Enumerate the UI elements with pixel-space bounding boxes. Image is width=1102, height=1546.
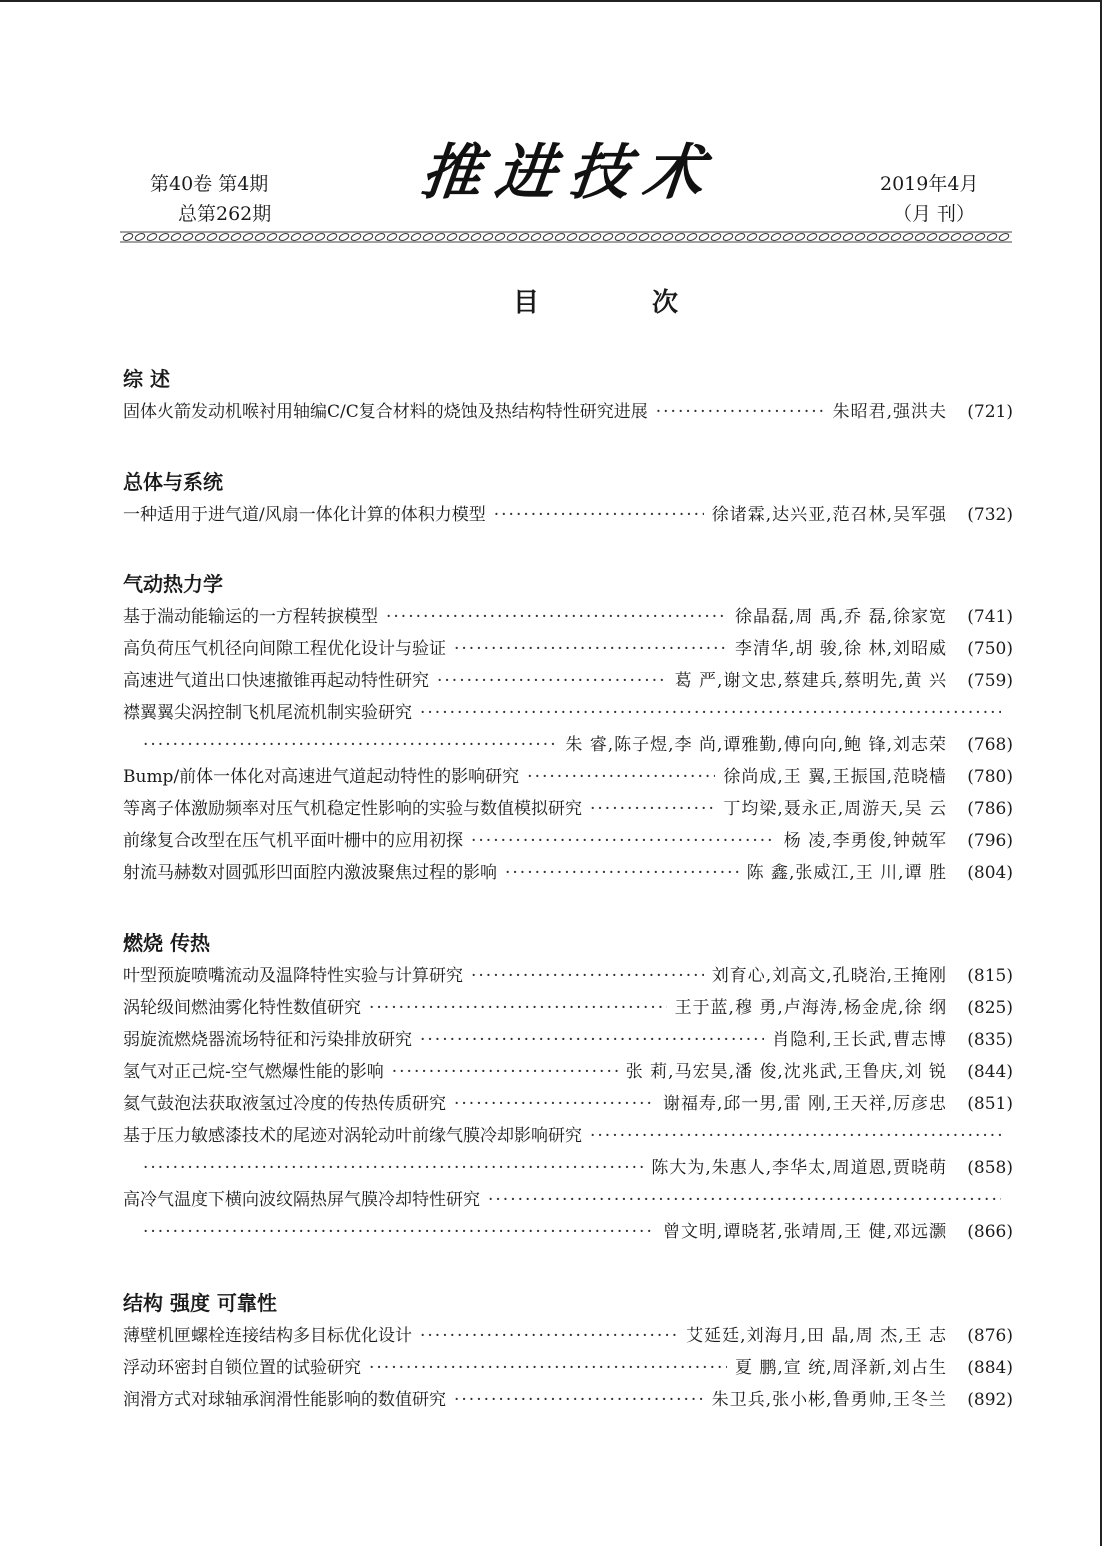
entry-authors: 朱卫兵,张小彬,鲁勇帅,王冬兰 — [711, 1390, 947, 1410]
leader-dots — [386, 601, 727, 633]
toc-entry-continuation[interactable] — [123, 1216, 1013, 1248]
entry-authors: 王于蓝,穆 勇,卢海涛,杨金虎,徐 纲 — [674, 998, 947, 1018]
toc-entry-continuation[interactable] — [123, 1152, 1013, 1184]
toc-entry[interactable] — [123, 1120, 1013, 1152]
entry-page: (815) — [967, 966, 1013, 986]
entry-page: (858) — [967, 1158, 1013, 1178]
entry-title: 叶型预旋喷嘴流动及温降特性实验与计算研究 — [123, 966, 463, 986]
toc-entry[interactable] — [123, 1384, 1013, 1416]
toc-entry[interactable] — [123, 1352, 1013, 1384]
entry-authors: 艾延廷,刘海月,田 晶,周 杰,王 志 — [686, 1326, 947, 1346]
toc-entry[interactable] — [123, 665, 1013, 697]
leader-dots — [437, 665, 667, 697]
toc-entry[interactable] — [123, 793, 1013, 825]
toc-section — [123, 567, 1013, 889]
volume-issue: 第40卷 第4期 — [150, 173, 269, 195]
toc-entry[interactable] — [123, 992, 1013, 1024]
leader-dots — [454, 1384, 704, 1416]
leader-dots — [471, 960, 704, 992]
leader-dots — [420, 697, 1001, 729]
toc-entry[interactable] — [123, 960, 1013, 992]
toc-section — [123, 362, 1013, 428]
toc-entry[interactable] — [123, 1320, 1013, 1352]
leader-dots — [143, 1152, 643, 1184]
leader-dots — [505, 857, 739, 889]
leader-dots — [590, 1120, 1001, 1152]
section-heading: 综 述 — [123, 367, 170, 391]
decorative-border — [120, 230, 1012, 244]
top-border — [0, 0, 1102, 2]
leader-dots — [454, 633, 727, 665]
section-heading: 总体与系统 — [123, 470, 223, 494]
entry-title: 基于压力敏感漆技术的尾迹对涡轮动叶前缘气膜冷却影响研究 — [123, 1126, 582, 1146]
entry-title: 涡轮级间燃油雾化特性数值研究 — [123, 998, 361, 1018]
leader-dots — [392, 1056, 618, 1088]
entry-title: 固体火箭发动机喉衬用轴编C/C复合材料的烧蚀及热结构特性研究进展 — [123, 402, 648, 422]
toc-section — [123, 926, 1013, 1248]
entry-title: 等离子体激励频率对压气机稳定性影响的实验与数值模拟研究 — [123, 799, 582, 819]
leader-dots — [488, 1184, 1001, 1216]
toc-entry[interactable] — [123, 825, 1013, 857]
entry-authors: 杨 凌,李勇俊,钟兢军 — [783, 831, 947, 851]
entry-page: (804) — [967, 863, 1013, 883]
frequency: （月 刊） — [893, 203, 976, 225]
issue-date: 2019年4月 — [880, 173, 979, 195]
entry-page: (825) — [967, 998, 1013, 1018]
section-heading: 燃烧 传热 — [123, 931, 210, 955]
entry-authors: 陈大为,朱惠人,李华太,周道恩,贾晓萌 — [651, 1158, 947, 1178]
entry-authors: 曾文明,谭晓茗,张靖周,王 健,邓远灏 — [662, 1222, 947, 1242]
entry-page: (796) — [967, 831, 1013, 851]
entry-title: 高速进气道出口快速撤锥再起动特性研究 — [123, 671, 429, 691]
leader-dots — [420, 1320, 678, 1352]
leader-dots — [527, 761, 715, 793]
entry-title: 浮动环密封自锁位置的试验研究 — [123, 1358, 361, 1378]
entry-page: (759) — [967, 671, 1013, 691]
entry-page: (721) — [967, 402, 1013, 422]
toc-entry-continuation[interactable] — [123, 729, 1013, 761]
total-issue: 总第262期 — [178, 203, 272, 225]
leader-dots — [143, 729, 557, 761]
entry-page: (780) — [967, 767, 1013, 787]
entry-page: (851) — [967, 1094, 1013, 1114]
journal-title: 推进技术 — [417, 138, 722, 208]
entry-authors: 刘育心,刘高文,孔晓治,王掩刚 — [711, 966, 947, 986]
toc-entry[interactable] — [123, 857, 1013, 889]
toc-entry[interactable] — [123, 499, 1013, 531]
entry-authors: 朱 睿,陈子煜,李 尚,谭雅勤,傅向向,鲍 锋,刘志荣 — [565, 735, 947, 755]
entry-page: (892) — [967, 1390, 1013, 1410]
entry-authors: 葛 严,谢文忠,蔡建兵,蔡明先,黄 兴 — [674, 671, 947, 691]
entry-title: 高负荷压气机径向间隙工程优化设计与验证 — [123, 639, 446, 659]
toc-entry[interactable] — [123, 761, 1013, 793]
entry-title: 薄壁机匣螺栓连接结构多目标优化设计 — [123, 1326, 412, 1346]
entry-authors: 谢福寿,邱一男,雷 刚,王天祥,厉彦忠 — [662, 1094, 947, 1114]
toc-entry[interactable] — [123, 1184, 1013, 1216]
toc-section — [123, 1286, 1013, 1416]
entry-title: 高冷气温度下横向波纹隔热屏气膜冷却特性研究 — [123, 1190, 480, 1210]
entry-page: (844) — [967, 1062, 1013, 1082]
entry-authors: 徐尚成,王 翼,王振国,范晓樯 — [723, 767, 947, 787]
entry-authors: 陈 鑫,张威江,王 川,谭 胜 — [746, 863, 947, 883]
entry-authors: 丁均梁,聂永正,周游天,吴 云 — [723, 799, 947, 819]
leader-dots — [143, 1216, 655, 1248]
leader-dots — [454, 1088, 655, 1120]
leader-dots — [471, 825, 776, 857]
section-heading: 气动热力学 — [123, 572, 223, 596]
entry-title: 氢气对正己烷-空气燃爆性能的影响 — [123, 1062, 384, 1082]
entry-title: 一种适用于进气道/风扇一体化计算的体积力模型 — [123, 505, 486, 525]
entry-authors: 李清华,胡 骏,徐 林,刘昭威 — [734, 639, 947, 659]
toc-entry[interactable] — [123, 697, 1013, 729]
entry-authors: 夏 鹏,宣 统,周泽新,刘占生 — [734, 1358, 947, 1378]
leader-dots — [656, 396, 825, 428]
leader-dots — [420, 1024, 764, 1056]
entry-title: 襟翼翼尖涡控制飞机尾流机制实验研究 — [123, 703, 412, 723]
entry-title: 弱旋流燃烧器流场特征和污染排放研究 — [123, 1030, 412, 1050]
toc-entry[interactable] — [123, 1088, 1013, 1120]
entry-title: 前缘复合改型在压气机平面叶栅中的应用初探 — [123, 831, 463, 851]
entry-authors: 肖隐利,王长武,曹志博 — [772, 1030, 947, 1050]
entry-authors: 徐诸霖,达兴亚,范召林,吴军强 — [711, 505, 947, 525]
entry-page: (835) — [967, 1030, 1013, 1050]
entry-page: (884) — [967, 1358, 1013, 1378]
entry-title: 润滑方式对球轴承润滑性能影响的数值研究 — [123, 1390, 446, 1410]
entry-page: (866) — [967, 1222, 1013, 1242]
toc-entry[interactable] — [123, 1024, 1013, 1056]
entry-title: 射流马赫数对圆弧形凹面腔内激波聚焦过程的影响 — [123, 863, 497, 883]
toc-entry[interactable] — [123, 396, 1013, 428]
entry-title: 氦气鼓泡法获取液氢过冷度的传热传质研究 — [123, 1094, 446, 1114]
leader-dots — [494, 499, 704, 531]
entry-authors: 朱昭君,强洪夫 — [832, 402, 947, 422]
toc-section — [123, 465, 1013, 531]
leader-dots — [369, 992, 667, 1024]
entry-page: (876) — [967, 1326, 1013, 1346]
entry-page: (741) — [967, 607, 1013, 627]
entry-page: (750) — [967, 639, 1013, 659]
entry-page: (732) — [967, 505, 1013, 525]
entry-page: (768) — [967, 735, 1013, 755]
entry-title: 基于湍动能输运的一方程转捩模型 — [123, 607, 378, 627]
toc-entry[interactable] — [123, 1056, 1013, 1088]
entry-authors: 张 莉,马宏昊,潘 俊,沈兆武,王鲁庆,刘 锐 — [625, 1062, 947, 1082]
leader-dots — [590, 793, 715, 825]
leader-dots — [369, 1352, 727, 1384]
section-heading: 结构 强度 可靠性 — [123, 1291, 277, 1315]
entry-title: Bump/前体一体化对高速进气道起动特性的影响研究 — [123, 767, 520, 787]
entry-page: (786) — [967, 799, 1013, 819]
toc-entry[interactable] — [123, 601, 1013, 633]
toc-entry[interactable] — [123, 633, 1013, 665]
entry-authors: 徐晶磊,周 禹,乔 磊,徐家宽 — [734, 607, 947, 627]
toc-title: 目 次 — [513, 288, 731, 318]
